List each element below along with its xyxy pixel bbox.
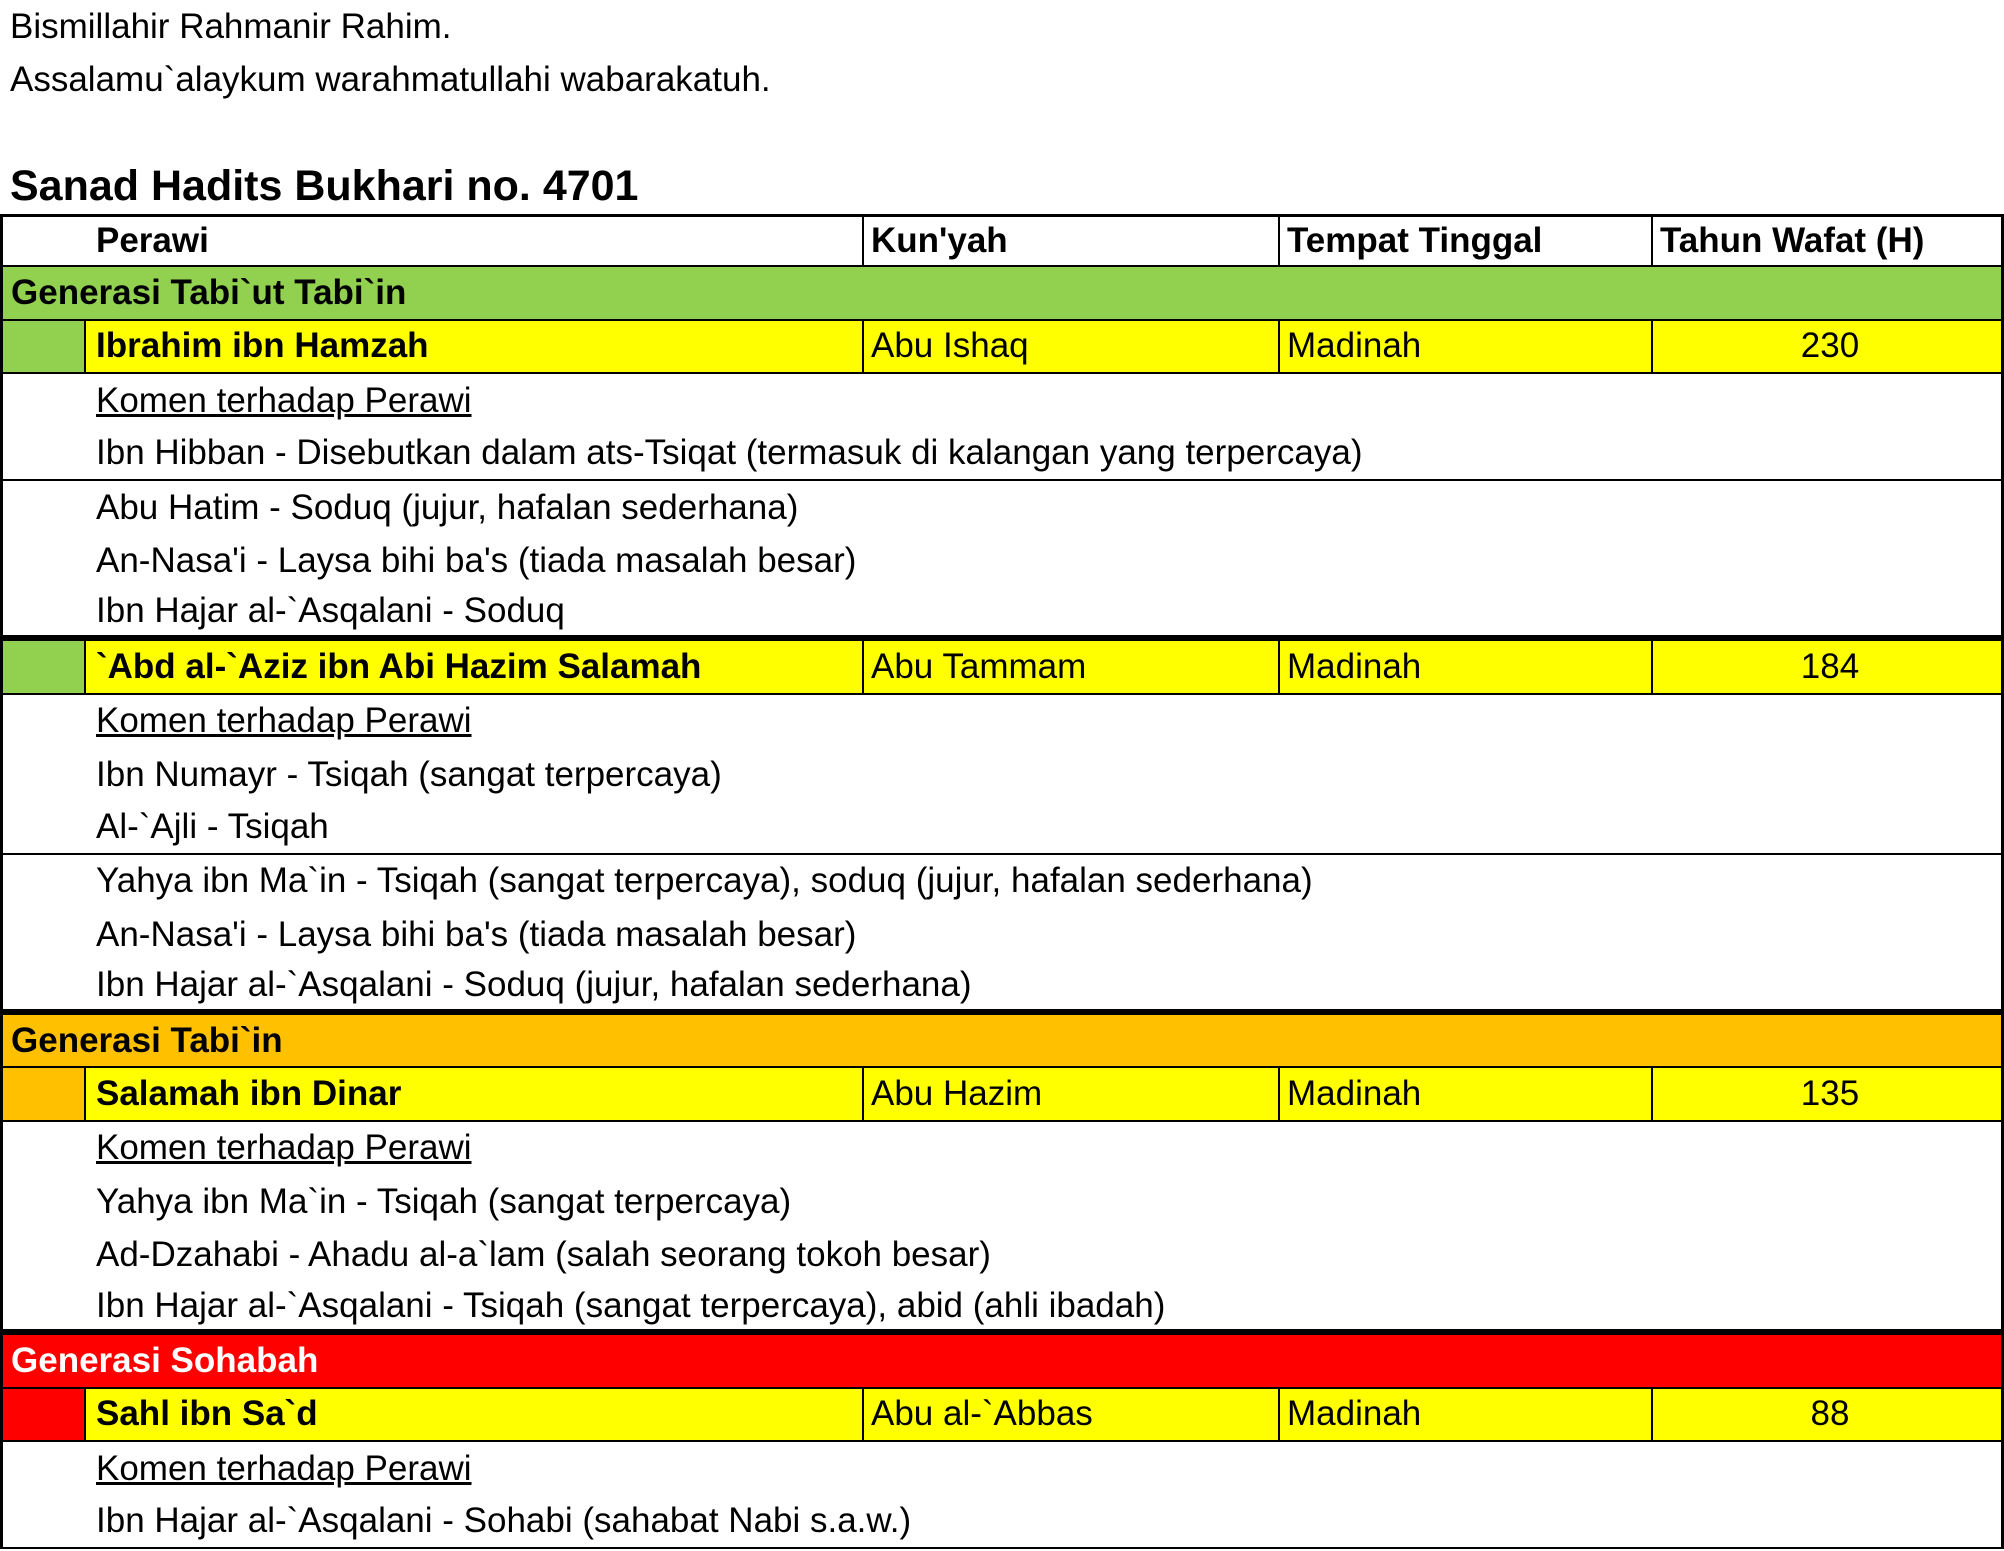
header-perawi: Perawi: [89, 217, 864, 265]
comment-text: Ibn Hajar al-`Asqalani - Tsiqah (sangat terpercaya), abid (ahli ibadah): [96, 1285, 1166, 1325]
comment-row: [0, 1228, 2004, 1281]
comment-heading: Komen terhadap Perawi: [96, 1448, 472, 1488]
comment-row: [0, 908, 2004, 961]
comment-heading-row: [0, 695, 2004, 748]
comment-row: [0, 748, 2004, 801]
comment-text: Ibn Hajar al-`Asqalani - Soduq (jujur, hafalan sederhana): [96, 965, 972, 1005]
comment-heading: Komen terhadap Perawi: [96, 1128, 472, 1168]
generation-row: [0, 267, 2004, 320]
comment-text: Abu Hatim - Soduq (jujur, hafalan sederhana): [96, 487, 799, 527]
comment-row: [0, 855, 2004, 908]
generation-color-swatch: [3, 1389, 86, 1440]
comment-row: [0, 1175, 2004, 1228]
header-tempat-tinggal: Tempat Tinggal: [1280, 217, 1653, 265]
narrator-kunyah: Abu Hazim: [864, 1068, 1280, 1119]
narrator-name: Salamah ibn Dinar: [89, 1068, 864, 1119]
narrator-name: Sahl ibn Sa`d: [89, 1389, 864, 1440]
narrator-name: `Abd al-`Aziz ibn Abi Hazim Salamah: [89, 641, 864, 692]
narrator-kunyah: Abu Tammam: [864, 641, 1280, 692]
generation-color-swatch: [3, 1068, 86, 1119]
comment-heading: Komen terhadap Perawi: [96, 380, 472, 420]
intro-line-2: Assalamu`alaykum warahmatullahi wabarakatuh.: [10, 60, 771, 99]
comment-text: Ad-Dzahabi - Ahadu al-a`lam (salah seorang tokoh besar): [96, 1235, 991, 1275]
comment-row: [0, 428, 2004, 481]
narrator-tempat: Madinah: [1280, 321, 1653, 372]
narrator-kunyah: Abu Ishaq: [864, 321, 1280, 372]
narrator-name: Ibrahim ibn Hamzah: [89, 321, 864, 372]
comment-text: Yahya ibn Ma`in - Tsiqah (sangat terpercaya), soduq (jujur, hafalan sederhana): [96, 861, 1313, 901]
narrator-row: [0, 321, 2004, 374]
narrator-tempat: Madinah: [1280, 1389, 1653, 1440]
generation-color-swatch: [3, 641, 86, 692]
comment-heading: Komen terhadap Perawi: [96, 701, 472, 741]
page-title: Sanad Hadits Bukhari no. 4701: [10, 162, 639, 210]
narrator-tahun: 184: [1800, 646, 1860, 686]
generation-label: Generasi Tabi`in: [11, 1020, 283, 1060]
generation-row: [0, 1335, 2004, 1388]
comment-text: Ibn Hajar al-`Asqalani - Sohabi (sahabat Nabi s.a.w.): [96, 1501, 912, 1541]
narrator-tempat: Madinah: [1280, 641, 1653, 692]
intro-line-1: Bismillahir Rahmanir Rahim.: [10, 7, 452, 46]
comment-text: Ibn Numayr - Tsiqah (sangat terpercaya): [96, 754, 722, 794]
comment-row: [0, 534, 2004, 587]
comment-row: [0, 961, 2004, 1014]
comment-heading-row: [0, 1442, 2004, 1495]
generation-row: [0, 1015, 2004, 1068]
comment-row: [0, 801, 2004, 854]
comment-row: [0, 1282, 2004, 1335]
comment-text: Ibn Hajar al-`Asqalani - Soduq: [96, 591, 565, 631]
narrator-tahun: 135: [1800, 1073, 1860, 1113]
comment-text: Ibn Hibban - Disebutkan dalam ats-Tsiqat (termasuk di kalangan yang terpercaya): [96, 433, 1363, 473]
generation-label: Generasi Sohabah: [11, 1340, 319, 1380]
comment-row: [0, 1495, 2004, 1548]
header-tahun-wafat: Tahun Wafat (H): [1660, 221, 1925, 261]
narrator-kunyah: Abu al-`Abbas: [864, 1389, 1280, 1440]
comment-text: An-Nasa'i - Laysa bihi ba's (tiada masalah besar): [96, 541, 857, 581]
narrator-tahun: 230: [1800, 326, 1860, 366]
narrator-row: [0, 1389, 2004, 1442]
sanad-table: [0, 214, 2004, 1549]
generation-label: Generasi Tabi`ut Tabi`in: [11, 273, 407, 313]
narrator-tahun: 88: [1810, 1394, 1850, 1434]
table-header-row: [0, 214, 2004, 267]
narrator-tempat: Madinah: [1280, 1068, 1653, 1119]
comment-row: [0, 588, 2004, 641]
narrator-row: [0, 1068, 2004, 1121]
comment-heading-row: [0, 374, 2004, 427]
narrator-row: [0, 641, 2004, 694]
comment-text: Al-`Ajli - Tsiqah: [96, 806, 329, 846]
comment-heading-row: [0, 1122, 2004, 1175]
comment-text: An-Nasa'i - Laysa bihi ba's (tiada masalah besar): [96, 914, 857, 954]
header-kunyah: Kun'yah: [864, 217, 1280, 265]
comment-text: Yahya ibn Ma`in - Tsiqah (sangat terpercaya): [96, 1181, 792, 1221]
generation-color-swatch: [3, 321, 86, 372]
comment-row: [0, 481, 2004, 534]
